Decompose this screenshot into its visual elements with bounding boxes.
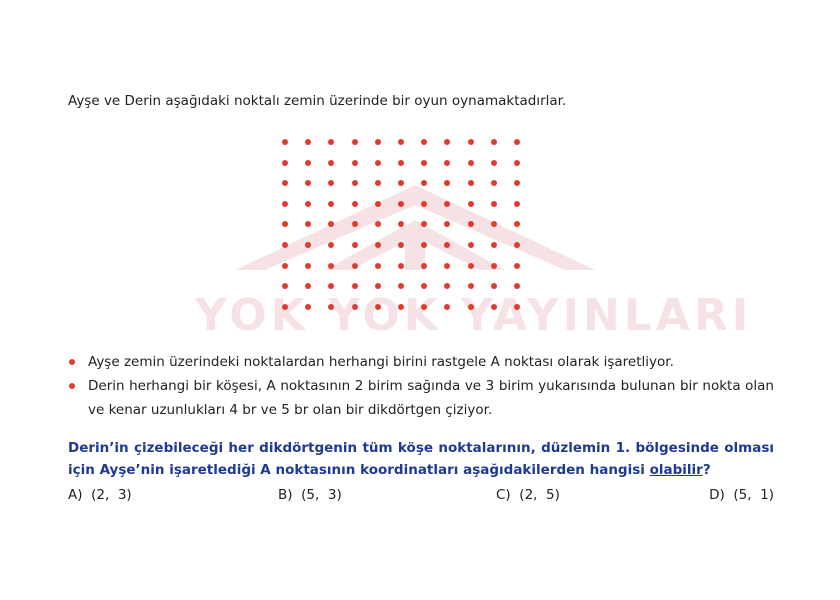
option-label: C) [496, 487, 511, 503]
grid-dot[interactable] [421, 304, 427, 310]
grid-dot[interactable] [491, 283, 497, 289]
question-emphasis: olabilir [649, 462, 703, 478]
grid-dot[interactable] [444, 263, 450, 269]
option-b[interactable] [278, 487, 342, 503]
grid-dot[interactable] [398, 304, 404, 310]
option-label: B) [278, 487, 293, 503]
grid-dot[interactable] [305, 201, 311, 207]
grid-dot[interactable] [398, 263, 404, 269]
grid-dot[interactable] [444, 180, 450, 186]
grid-dot[interactable] [398, 242, 404, 248]
grid-dot[interactable] [282, 221, 288, 227]
grid-dot[interactable] [468, 242, 474, 248]
grid-dot[interactable] [398, 221, 404, 227]
grid-dot[interactable] [514, 160, 520, 166]
grid-dot[interactable] [468, 180, 474, 186]
grid-dot[interactable] [352, 180, 358, 186]
grid-dot[interactable] [328, 160, 334, 166]
grid-dot[interactable] [375, 201, 381, 207]
grid-dot[interactable] [398, 160, 404, 166]
grid-dot[interactable] [305, 180, 311, 186]
grid-dot[interactable] [375, 283, 381, 289]
grid-dot[interactable] [444, 221, 450, 227]
grid-dot[interactable] [444, 283, 450, 289]
grid-dot[interactable] [514, 304, 520, 310]
grid-dot[interactable] [328, 201, 334, 207]
grid-dot[interactable] [421, 180, 427, 186]
grid-dot[interactable] [305, 160, 311, 166]
grid-dot[interactable] [282, 201, 288, 207]
grid-dot[interactable] [514, 201, 520, 207]
grid-dot[interactable] [421, 263, 427, 269]
option-value: (2, 3) [91, 487, 132, 503]
grid-dot[interactable] [328, 180, 334, 186]
grid-dot[interactable] [444, 160, 450, 166]
grid-dot[interactable] [514, 283, 520, 289]
bullet-dot-icon [69, 359, 75, 365]
grid-dot[interactable] [305, 242, 311, 248]
grid-dot[interactable] [375, 180, 381, 186]
grid-dot[interactable] [282, 263, 288, 269]
grid-dot[interactable] [468, 201, 474, 207]
grid-dot[interactable] [352, 139, 358, 145]
grid-dot[interactable] [328, 221, 334, 227]
option-value: (2, 5) [519, 487, 560, 503]
grid-dot[interactable] [328, 139, 334, 145]
grid-dot[interactable] [514, 242, 520, 248]
grid-dot[interactable] [352, 160, 358, 166]
grid-dot[interactable] [444, 304, 450, 310]
grid-dot[interactable] [444, 139, 450, 145]
grid-dot[interactable] [305, 283, 311, 289]
grid-dot[interactable] [305, 304, 311, 310]
grid-dot[interactable] [514, 263, 520, 269]
grid-dot[interactable] [421, 139, 427, 145]
grid-dot[interactable] [421, 201, 427, 207]
bullet-text: Derin herhangi bir köşesi, A noktasının 2 birim sağında ve 3 birim yukarısında bulunan bir nokta olan ve kenar uzunlukları 4 br ve 5 br olan bir dikdörtgen çiziyor. [88, 378, 774, 418]
grid-dot[interactable] [352, 283, 358, 289]
grid-dot[interactable] [375, 221, 381, 227]
grid-dot[interactable] [421, 283, 427, 289]
grid-dot[interactable] [328, 283, 334, 289]
grid-dot[interactable] [491, 221, 497, 227]
bullet-item [68, 374, 774, 422]
grid-dot[interactable] [352, 263, 358, 269]
question-suffix: ? [702, 462, 711, 478]
grid-dot[interactable] [514, 180, 520, 186]
grid-dot[interactable] [421, 221, 427, 227]
grid-dot[interactable] [375, 263, 381, 269]
grid-dot[interactable] [305, 221, 311, 227]
grid-dot[interactable] [491, 139, 497, 145]
question-text [68, 437, 774, 481]
grid-dot[interactable] [352, 221, 358, 227]
grid-dot[interactable] [468, 221, 474, 227]
grid-dot[interactable] [398, 139, 404, 145]
bullet-item [68, 350, 774, 374]
option-value: (5, 3) [301, 487, 342, 503]
grid-dot[interactable] [491, 304, 497, 310]
dot-grid [282, 139, 530, 319]
grid-dot[interactable] [514, 139, 520, 145]
option-d[interactable] [709, 487, 774, 503]
question-body: Derin’in çizebileceği her dikdörtgenin tüm köşe noktalarının, düzlemin 1. bölgesinde olması için Ayşe’nin işaretlediği A noktasının koordinatları aşağıdakilerden hangisi [68, 440, 774, 478]
grid-dot[interactable] [468, 160, 474, 166]
grid-dot[interactable] [328, 304, 334, 310]
bullet-list [68, 350, 774, 422]
grid-dot[interactable] [328, 263, 334, 269]
grid-dot[interactable] [514, 221, 520, 227]
grid-dot[interactable] [375, 304, 381, 310]
grid-dot[interactable] [352, 304, 358, 310]
grid-dot[interactable] [305, 263, 311, 269]
grid-dot[interactable] [398, 180, 404, 186]
grid-dot[interactable] [305, 139, 311, 145]
grid-dot[interactable] [421, 160, 427, 166]
grid-dot[interactable] [282, 180, 288, 186]
grid-dot[interactable] [491, 180, 497, 186]
grid-dot[interactable] [468, 304, 474, 310]
grid-dot[interactable] [468, 139, 474, 145]
grid-dot[interactable] [282, 160, 288, 166]
answer-options [68, 487, 774, 509]
grid-dot[interactable] [282, 242, 288, 248]
grid-dot[interactable] [398, 283, 404, 289]
grid-dot[interactable] [375, 160, 381, 166]
grid-dot[interactable] [491, 242, 497, 248]
grid-dot[interactable] [282, 304, 288, 310]
grid-dot[interactable] [375, 139, 381, 145]
grid-dot[interactable] [352, 242, 358, 248]
grid-dot[interactable] [352, 201, 358, 207]
watermark-text: YOK YOK YAYINLARI [195, 290, 753, 341]
grid-dot[interactable] [444, 201, 450, 207]
grid-dot[interactable] [491, 160, 497, 166]
bullet-dot-icon [69, 383, 75, 389]
grid-dot[interactable] [398, 201, 404, 207]
grid-dot[interactable] [282, 139, 288, 145]
grid-dot[interactable] [421, 242, 427, 248]
grid-dot[interactable] [328, 242, 334, 248]
grid-dot[interactable] [468, 263, 474, 269]
option-value: (5, 1) [733, 487, 774, 503]
grid-dot[interactable] [491, 263, 497, 269]
grid-dot[interactable] [282, 283, 288, 289]
bullet-text: Ayşe zemin üzerindeki noktalardan herhangi birini rastgele A noktası olarak işaretliyor. [88, 354, 674, 370]
option-a[interactable] [68, 487, 132, 503]
intro-text: Ayşe ve Derin aşağıdaki noktalı zemin üzerinde bir oyun oynamaktadırlar. [68, 93, 567, 109]
grid-dot[interactable] [468, 283, 474, 289]
grid-dot[interactable] [491, 201, 497, 207]
option-label: A) [68, 487, 83, 503]
option-c[interactable] [496, 487, 560, 503]
grid-dot[interactable] [375, 242, 381, 248]
grid-dot[interactable] [444, 242, 450, 248]
option-label: D) [709, 487, 725, 503]
